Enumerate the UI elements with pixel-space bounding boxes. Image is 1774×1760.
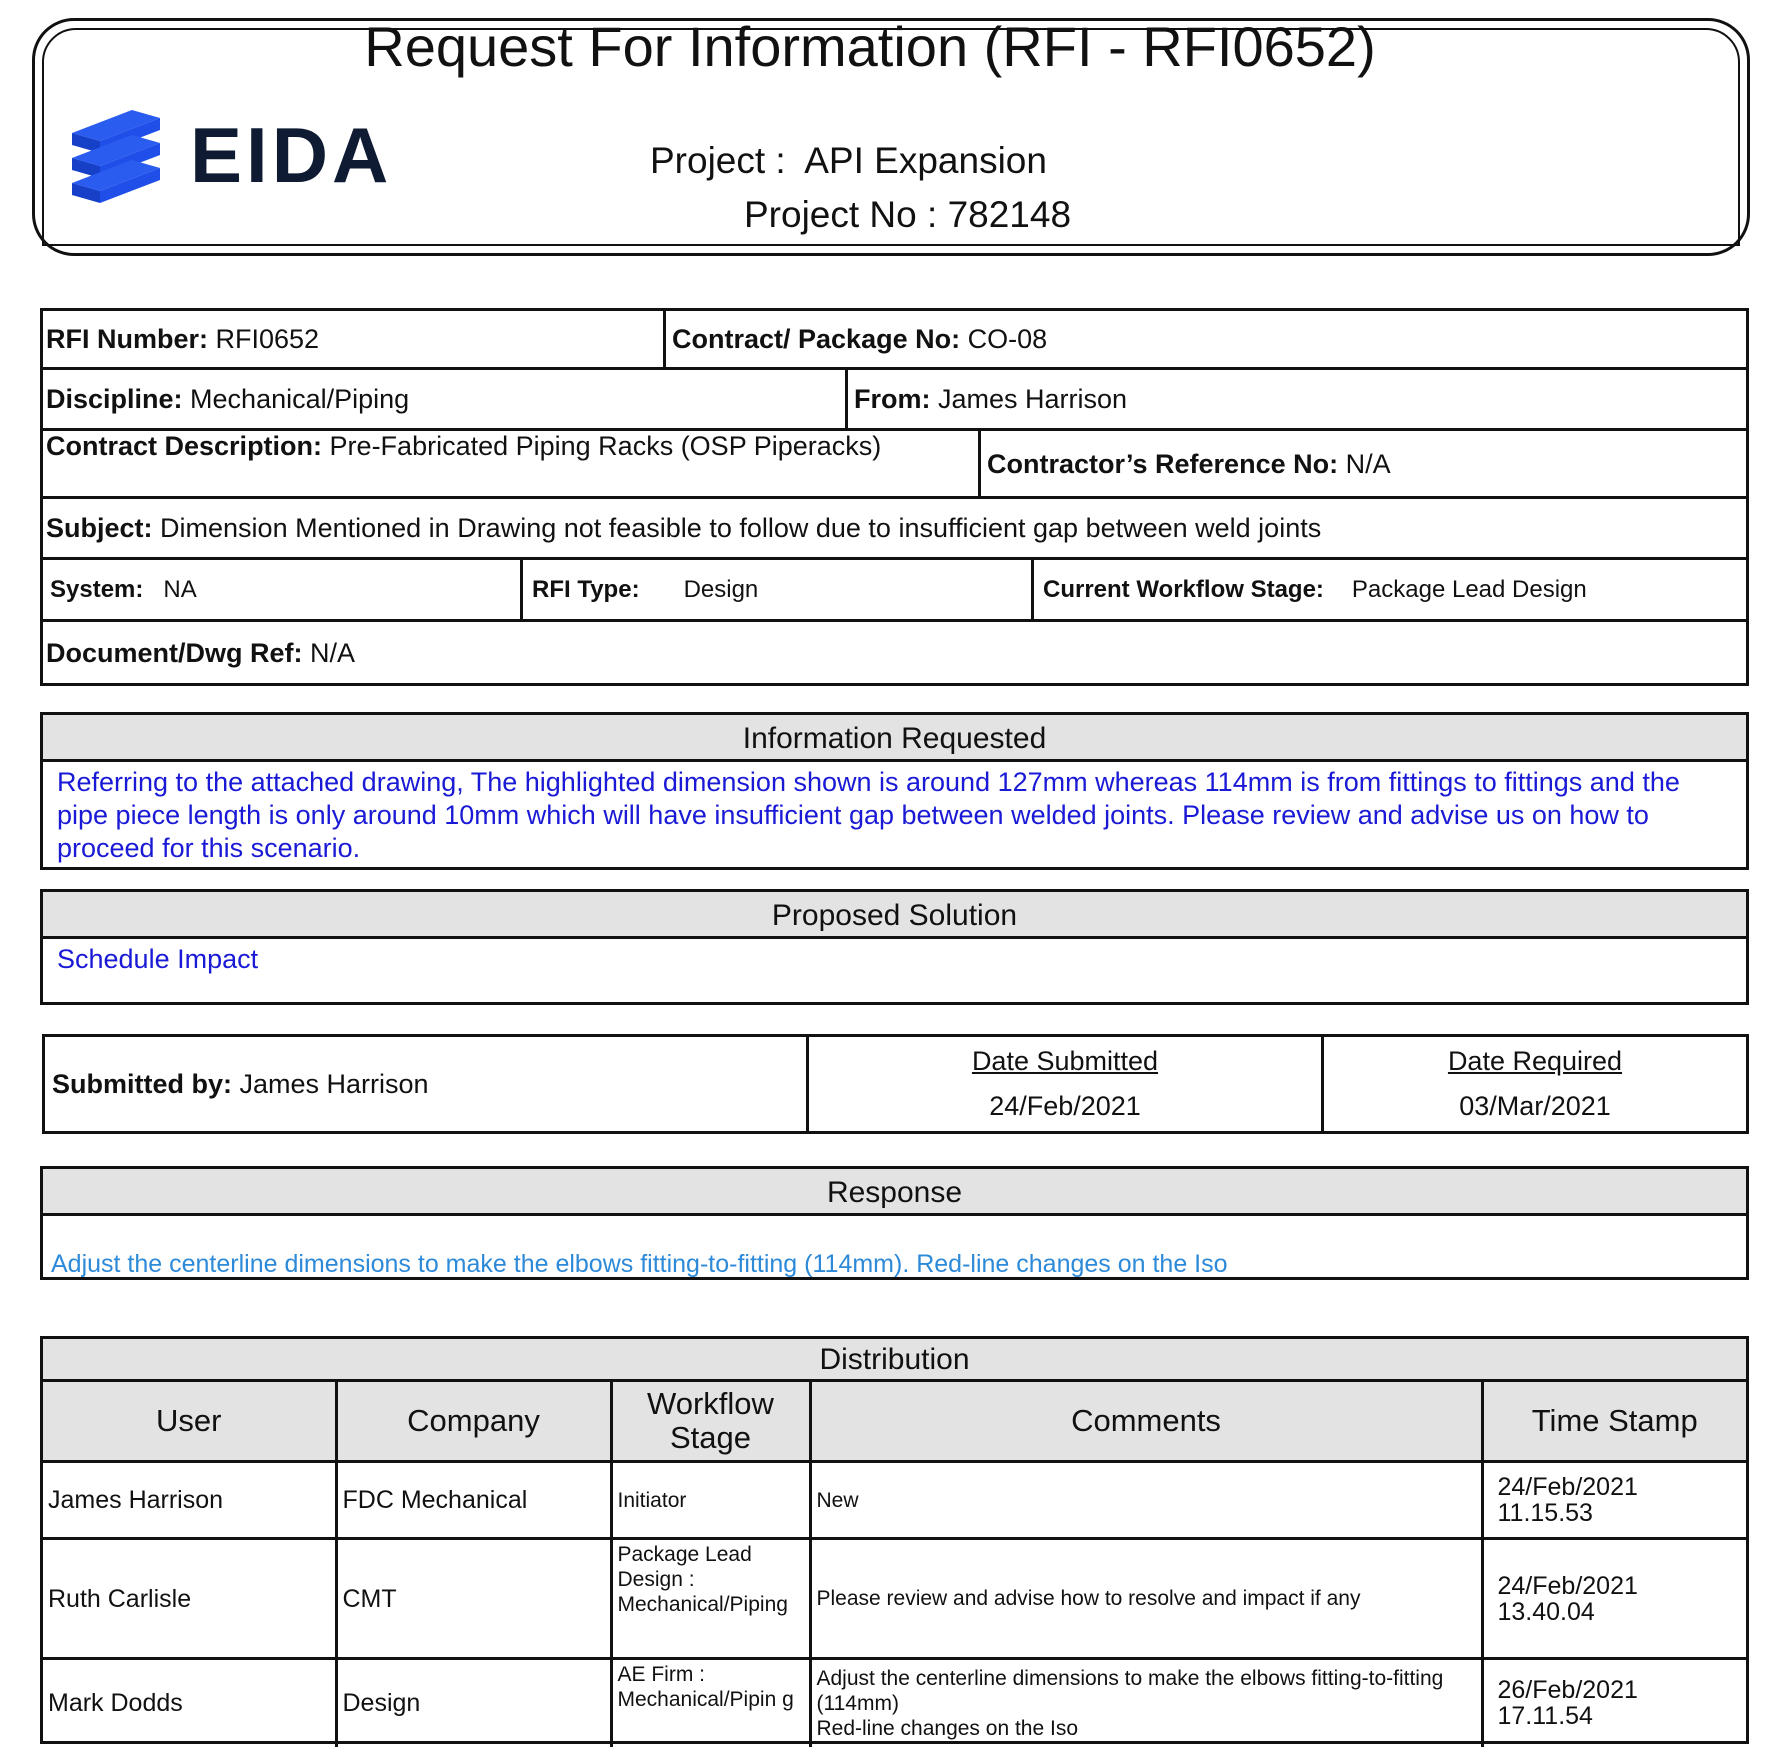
row-user: Mark Dodds	[43, 1659, 336, 1747]
distribution-header-row	[43, 1382, 1746, 1462]
project-number-label: Project No :	[744, 194, 938, 235]
workflow-stage-label: Current Workflow Stage:	[1043, 575, 1324, 603]
submitted-by-value: James Harrison	[239, 1069, 429, 1099]
response-heading: Response	[43, 1169, 1746, 1216]
distribution-section	[40, 1336, 1749, 1744]
row-comments: Please review and advise how to resolve and impact if any	[810, 1539, 1482, 1659]
row-company: FDC Mechanical	[336, 1462, 611, 1539]
discipline-label: Discipline:	[46, 384, 183, 414]
proposed-solution-heading: Proposed Solution	[43, 892, 1746, 939]
date-required-label: Date Required	[1447, 1046, 1623, 1076]
row-workflow-stage: Package Lead Design : Mechanical/Piping	[611, 1539, 810, 1659]
column-header-time-stamp: Time Stamp	[1482, 1382, 1746, 1462]
contract-description-cell	[40, 431, 976, 467]
contractor-reference-cell	[981, 431, 1746, 496]
date-submitted-label: Date Submitted	[971, 1046, 1159, 1076]
row-comments: Adjust the centerline dimensions to make the elbows fitting-to-fitting (114mm) Red-line changes on the Iso	[810, 1659, 1482, 1747]
row-workflow-stage: Initiator	[611, 1462, 810, 1539]
from-label: From:	[854, 384, 931, 414]
rfi-type-value: Design	[683, 575, 759, 603]
column-header-workflow-stage-label: Workflow Stage	[647, 1386, 774, 1455]
from-cell	[848, 370, 1746, 428]
grid-line	[1031, 557, 1034, 622]
workflow-stage-value: Package Lead Design	[1351, 575, 1587, 603]
eida-logo	[72, 108, 472, 208]
contract-package-cell	[666, 311, 1746, 367]
subject-cell	[40, 499, 1746, 557]
project-label: Project :	[650, 140, 786, 181]
project-name: API Expansion	[804, 140, 1047, 181]
document-ref-label: Document/Dwg Ref:	[46, 637, 303, 668]
subject-value: Dimension Mentioned in Drawing not feasible to follow due to insufficient gap between weld joints	[160, 513, 1322, 543]
contractor-reference-value: N/A	[1345, 448, 1391, 479]
date-submitted-cell	[809, 1046, 1321, 1122]
discipline-value: Mechanical/Piping	[190, 384, 410, 414]
rfi-number-label: RFI Number:	[46, 324, 208, 354]
information-requested-heading: Information Requested	[43, 715, 1746, 762]
column-header-company: Company	[336, 1382, 611, 1462]
submitted-by-cell	[46, 1037, 804, 1131]
table-row	[43, 1539, 1746, 1659]
proposed-solution-section	[40, 889, 1749, 1005]
contract-description-label: Contract Description:	[46, 431, 323, 461]
rfi-number-value: RFI0652	[215, 324, 320, 354]
system-cell	[44, 560, 519, 619]
date-submitted-value: 24/Feb/2021	[989, 1091, 1141, 1121]
eida-logo-mark-icon	[72, 108, 472, 208]
table-row	[43, 1659, 1746, 1747]
project-line	[650, 140, 1047, 182]
eida-logo-text: EIDA	[190, 111, 393, 199]
grid-line	[520, 557, 523, 622]
row-time-stamp: 24/Feb/2021 11.15.53	[1482, 1462, 1746, 1539]
date-required-cell	[1324, 1046, 1746, 1122]
column-header-user: User	[43, 1382, 336, 1462]
rfi-type-label: RFI Type:	[532, 575, 640, 603]
row-company: Design	[336, 1659, 611, 1747]
document-ref-value: N/A	[310, 637, 356, 668]
row-comments: New	[810, 1462, 1482, 1539]
row-user: James Harrison	[43, 1462, 336, 1539]
system-value: NA	[163, 575, 197, 603]
date-required-value: 03/Mar/2021	[1459, 1091, 1611, 1121]
response-section	[40, 1166, 1749, 1280]
column-header-comments: Comments	[810, 1382, 1482, 1462]
contractor-reference-label: Contractor’s Reference No:	[987, 448, 1339, 479]
table-row	[43, 1462, 1746, 1539]
rfi-type-cell	[526, 560, 1031, 619]
row-time-stamp: 24/Feb/2021 13.40.04	[1482, 1539, 1746, 1659]
workflow-stage-cell	[1037, 560, 1749, 619]
row-user: Ruth Carlisle	[43, 1539, 336, 1659]
response-text: Adjust the centerline dimensions to make the elbows fitting-to-fitting (114mm). Red-line changes on the Iso	[51, 1250, 1228, 1278]
rfi-number-cell	[40, 311, 660, 367]
project-number-line	[744, 194, 1071, 236]
distribution-table	[43, 1382, 1746, 1747]
row-time-stamp: 26/Feb/2021 17.11.54	[1482, 1659, 1746, 1747]
subject-label: Subject:	[46, 513, 153, 543]
information-requested-text: Referring to the attached drawing, The highlighted dimension shown is around 127mm whereas 114mm is from fittings to fittings and the pipe piece length is only around 10mm which will have insufficient gap between welded joints. Please review and advise us on how to proceed for this scenario.	[57, 767, 1680, 863]
submitted-by-label: Submitted by:	[52, 1069, 232, 1099]
proposed-solution-text: Schedule Impact	[57, 944, 259, 974]
row-company: CMT	[336, 1539, 611, 1659]
project-number: 782148	[947, 194, 1072, 235]
discipline-cell	[40, 370, 840, 428]
document-title: Request For Information (RFI - RFI0652)	[364, 15, 1376, 78]
row-workflow-stage: AE Firm : Mechanical/Pipin g	[611, 1659, 810, 1747]
distribution-heading: Distribution	[43, 1339, 1746, 1382]
column-header-workflow-stage	[611, 1382, 810, 1462]
from-value: James Harrison	[938, 384, 1128, 414]
contract-package-label: Contract/ Package No:	[672, 324, 961, 354]
contract-description-value: Pre-Fabricated Piping Racks (OSP Piperacks)	[329, 431, 882, 461]
system-label: System:	[50, 575, 144, 603]
contract-package-value: CO-08	[967, 324, 1048, 354]
information-requested-section	[40, 712, 1749, 870]
document-ref-cell	[40, 622, 1746, 683]
